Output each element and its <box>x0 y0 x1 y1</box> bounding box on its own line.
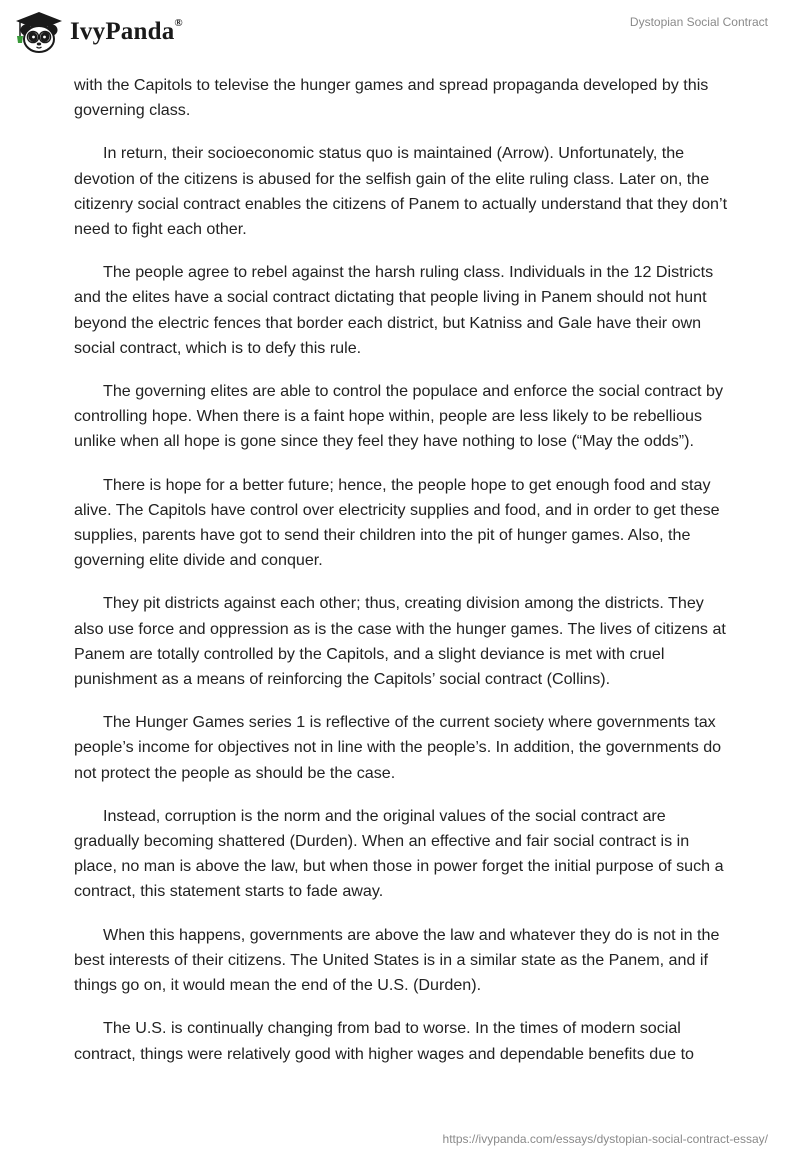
paragraph: The Hunger Games series 1 is reflective of the current society where governments tax people’s income for objectives not in line with the people’s. In addition, the governments do not protect the people as should be the case. <box>74 713 722 782</box>
paragraph: The people agree to rebel against the harsh ruling class. Individuals in the 12 Districts and the elites have a social contract dictating that people living in Panem should not hunt beyond the electric fences that border each district, but Katniss and Gale have their own social contract, which is to defy this rule. <box>74 263 714 357</box>
paragraph: When this happens, governments are above the law and whatever they do is not in the best interests of their citizens. The United States is in a similar state as the Panem, and if things go on, it would mean the end of the U.S. (Durden). <box>74 925 720 995</box>
page-header <box>0 0 800 70</box>
panda-graduate-icon <box>14 10 64 54</box>
registered-mark: ® <box>174 16 183 29</box>
brand-text: IvyPanda <box>70 18 175 45</box>
paragraph: The U.S. is continually changing from bad to worse. In the times of modern social contract, things were relatively good with higher wages and dependable benefits due to <box>74 1019 695 1063</box>
document-title: Dystopian Social Contract <box>629 15 768 29</box>
paragraph: In return, their socioeconomic status quo is maintained (Arrow). Unfortunately, the devotion of the citizens is abused for the selfish gain of the elite ruling class. Later on, the citizenry social contract enables the citizens of Panem to actually understand that they don’t need to fight each other. <box>74 144 728 239</box>
essay-body <box>74 73 730 1085</box>
paragraph: Instead, corruption is the norm and the original values of the social contract are gradually becoming shattered (Durden). When an effective and fair social contract is in place, no man is above the law, but when those in power forget the initial purpose of such a contract, this statement starts to fade away. <box>74 806 724 901</box>
source-url-link[interactable]: https://ivypanda.com/essays/dystopian-social-contract-essay/ <box>442 1132 768 1146</box>
paragraph: There is hope for a better future; hence, the people hope to get enough food and stay alive. The Capitols have control over electricity supplies and food, and in order to get these supplies, parents have got to send their children into the pit of hunger games. Also, the governing elite divide and conquer. <box>74 475 720 570</box>
brand-name <box>70 18 183 46</box>
paragraph: with the Capitols to televise the hunger games and spread propaganda developed by this governing class. <box>74 76 709 120</box>
ivypanda-logo[interactable] <box>14 10 183 54</box>
paragraph: The governing elites are able to control the populace and enforce the social contract by controlling hope. When there is a faint hope within, people are less likely to be rebellious unlike when all hope is gone since they feel they have nothing to lose (“May the odds”). <box>74 382 723 451</box>
paragraph: They pit districts against each other; thus, creating division among the districts. They also use force and oppression as is the case with the hunger games. The lives of citizens at Panem are totally controlled by the Capitols, and a slight deviance is met with cruel punishment as a means of reinforcing the Capitols’ social contract (Collins). <box>74 594 726 689</box>
